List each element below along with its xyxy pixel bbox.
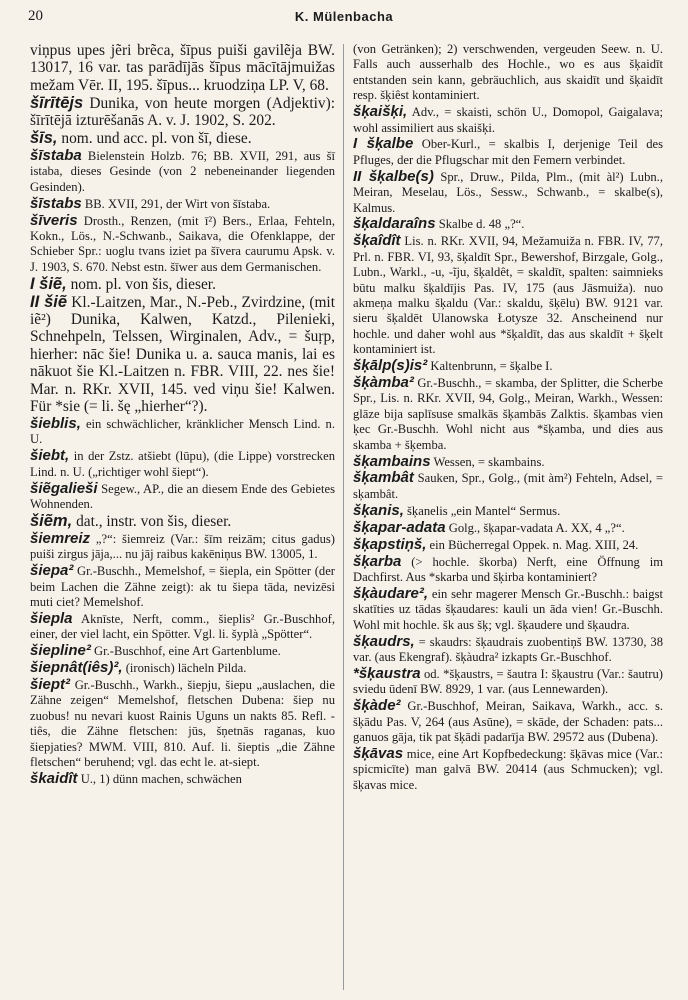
- entry-text: Kaltenbrunn, = šķalbe I.: [430, 359, 553, 374]
- dictionary-entry: [30, 448, 335, 480]
- entry-text: Gr.-Buschh., Memelshof, = šiepla, ein Spötter (der beim Lachen die Zähne zeigt): ak tu šiepa tāda, nevizēsi muti ciet? Memelshof.: [30, 564, 335, 609]
- entry-headword: šiepnât(iês)²,: [30, 659, 123, 677]
- entry-text: Sauken, Spr., Golg., (mit àm²) Fehteln, Adsel, = sķambât.: [353, 471, 663, 501]
- entry-headword: šiẽgalieši: [30, 479, 98, 497]
- entry-text: (> hochle. škorba) Nerft, eine Öffnung im Dachfirst. Aus *skarba und šķirba kontaminiert?: [353, 554, 663, 584]
- entry-headword: šiẽm,: [30, 511, 73, 530]
- entry-text: Skalbe d. 48 „?“.: [438, 217, 525, 232]
- dictionary-entry: [353, 454, 663, 470]
- dictionary-entry: [353, 666, 663, 698]
- entry-headword: šīveris: [30, 211, 78, 229]
- dictionary-entry: [353, 375, 663, 453]
- entry-text: Gr.-Buschhof, eine Art Gartenblume.: [94, 644, 281, 659]
- entry-headword: šķàde²: [353, 697, 401, 715]
- entry-headword: II šķalbe(s): [353, 167, 434, 185]
- dictionary-entry: [30, 611, 335, 643]
- entry-text: dat., instr. von šis, dieser.: [76, 512, 232, 530]
- entry-text: Aknīste, Nerft, comm., šieplis² Gr.-Buschhof, einer, der viel lacht, ein Spötter. Vgl. li. šyplà „Spötter“.: [30, 611, 335, 642]
- dictionary-entry: [353, 216, 663, 232]
- entry-headword: šķaišķi,: [353, 103, 408, 121]
- dictionary-entry: [30, 95, 335, 130]
- entry-headword: šīrītējs: [30, 93, 84, 112]
- dictionary-entry: [353, 233, 663, 357]
- entry-text: „?“: šiemreiz (Var.: šīm reizām; citus gadus) puiši zirgus jāja,... nu jāj raibus kakēniņus BW. 13005, 1.: [30, 531, 335, 562]
- entry-headword: šiept²: [30, 675, 71, 693]
- dictionary-entry: [30, 660, 335, 676]
- dictionary-entry: [353, 169, 663, 216]
- dictionary-entry: [30, 148, 335, 195]
- entry-headword: šiepla: [30, 609, 73, 627]
- entry-headword: šķālp(s)is²: [353, 357, 428, 375]
- dictionary-entry: [353, 358, 663, 374]
- entry-text: Lis. n. RKr. XVII, 94, Mežamuiža n. FBR. IV, 77, Prl. n. FBR. VI, 93, šķaldīt Spr., Bewershof, Birzgale, Golg., Lubn., Warkl., -u, -ĩju, šķaldêt, = skaldīt, spalten: saimnieks būtu malku šķaldījis Pas. IV, 175 (aus Jāsmuiža). nuo akmeņa malku šķaldu (Var.: skaldu, šķēlu) BW. 9121 var. sieru šķaldēt Ulanowska Łotysze 32. Anscheinend nur hochle. und daher wohl aus *šķaldīt, das aus skaldīt + šķelt kontaminiert ist.: [353, 234, 663, 357]
- entry-headword: šķapar-adata: [353, 518, 446, 536]
- entry-text: BB. XVII, 291, der Wirt von šīstaba.: [84, 196, 271, 211]
- entry-headword: šķaîdît: [353, 232, 401, 250]
- entry-headword: II šiẽ: [30, 292, 68, 311]
- entry-text: ein Bücherregal Oppek. n. Mag. XIII, 24.: [429, 537, 639, 552]
- dictionary-entry: [30, 771, 335, 787]
- entry-headword: šķambât: [353, 469, 414, 487]
- entry-text: (ironisch) lächeln Pilda.: [125, 661, 247, 676]
- entry-headword: šīs,: [30, 129, 58, 148]
- dictionary-entry: [30, 416, 335, 448]
- dictionary-entry: [353, 520, 663, 536]
- entry-text: U., 1) dünn machen, schwächen: [80, 771, 242, 786]
- left-column: [30, 42, 335, 994]
- dictionary-entry: [30, 513, 335, 530]
- dictionary-entry: [353, 104, 663, 136]
- dictionary-entry: [30, 276, 335, 293]
- entry-headword: šķarba: [353, 552, 402, 570]
- entry-text: Gr.-Buschh., = skamba, der Splitter, die Scherbe Spr., Lis. n. RKr. XVII, 94, Golg., Meiran, Warkh., Wessen: glāze bija saplīsuse smalkās šķambās Zalktis. šķambas vien ķec Gr.-Buschh. Wohl nicht aus *šķamba, und dies aus skamba + šķemba.: [353, 376, 663, 452]
- dictionary-entry: [30, 481, 335, 513]
- entry-text: viņpus upes jẽri brẽca, šīpus puiši gavilẽja BW. 13017, 16 var. tas parādījās šīpus mācītājmuižas mežam Vēr. II, 195. šīpus... kruodziņa LP. V, 68.: [30, 42, 335, 94]
- entry-text: Adv., = skaisti, schön U., Domopol, Gaigalava; wohl assimiliert aus skaišķi.: [353, 105, 663, 135]
- entry-text: Kl.-Laitzen, Mar., N.-Peb., Zvirdzine, (mit iẽ²) Dunika, Kalwen, Katzd., Pilenieki, Schnehpeln, Telssen, Wirginalen, Adv., = šuŗp, hierher: nāc šie! Dunika u. a. sauca manis, lai es nākuot šie Kl.-Laitzen n. FBR. VIII, 22. nes šie! Mar. n. RKr. XVII, 145. ved viņu šie! Kalwen. Für *sie (= li. šę „hierher“?).: [30, 293, 335, 416]
- entry-text: mice, eine Art Kopfbedeckung: šķāvas mice (Var.: spicmicīte) man galvā BW. 20414 (aus Schmucken); vgl. šķavas mice.: [353, 746, 663, 792]
- entry-text: = skaudrs: šķaudrais zuobentiņš BW. 13730, 38 var. (aus Ekengraf). šķàudra² izkapts Gr.-Buschhof.: [353, 634, 663, 664]
- dictionary-entry: [353, 42, 663, 104]
- entry-text: nom. pl. von šis, dieser.: [70, 275, 216, 293]
- entry-text: nom. und acc. pl. von šī, diese.: [61, 130, 252, 148]
- entry-text: od. *šķaustrs, = šautra I: šķaustru (Var.: šautru) sviedu ūdenī BW. 8929, 1 var. (aus Lennewarden).: [353, 666, 663, 697]
- dictionary-entry: [30, 294, 335, 416]
- entry-text: Gr.-Buschh., Warkh., šiepju, šiepu „auslachen, die Zähne zeigen“ Memelshof, fletschen Dubena: šiep nu zuobus! nu nevari kuost Rainis Uguns un nakts 85. Refl. -tiês, die Zähne fletschen: jūs, šņetnās raganas, kuo šiepjaties? MWM. VIII, 810. Auf. li. šieptis „die Zähne fletschen“ beruhend; vgl. das echt le. at-siept.: [30, 677, 336, 769]
- entry-headword: šiebt,: [30, 447, 70, 465]
- entry-text: ein schwächlicher, kränklicher Mensch Lind. n. U.: [30, 416, 335, 447]
- dictionary-entry: [353, 554, 663, 586]
- dictionary-entry: [353, 634, 663, 666]
- entry-headword: I šiẽ,: [30, 274, 67, 293]
- entry-headword: šķapstiņš,: [353, 535, 427, 553]
- entry-headword: *šķaustra: [353, 664, 421, 682]
- right-column: [353, 42, 663, 994]
- entry-text: Spr., Druw., Pilda, Plm., (mit àl²) Lubn., Meiran, Meselau, Lös., Sessw., Schwanb., = skalbe(s), Kalmus.: [353, 169, 663, 215]
- dictionary-entry: [353, 470, 663, 502]
- dictionary-entry: [353, 746, 663, 793]
- entry-text: Wessen, = skambains.: [433, 454, 545, 469]
- entry-text: ein sehr magerer Mensch Gr.-Buschh.: baigst skatīties uz tādas šķaudares: kauli un āda vien! Gr.-Buschh. Wohl mit hochle. šk aus šķ; vgl. šķaudere und šķaudra.: [353, 586, 663, 632]
- dictionary-entry: [30, 130, 335, 147]
- dictionary-entry: [30, 563, 335, 610]
- entry-headword: šķambains: [353, 452, 431, 470]
- dictionary-entry: [353, 537, 663, 553]
- dictionary-entry: [30, 42, 335, 94]
- column-divider: [343, 44, 344, 990]
- dictionary-entry: [353, 136, 663, 168]
- dictionary-entry: [30, 677, 335, 770]
- entry-text: Ober-Kurl., = skalbis I, derjenige Teil des Pfluges, der die Pflugschar mit den Femern verbindet.: [353, 137, 663, 167]
- entry-text: in der Zstz. atšiebt (lūpu), (die Lippe) vorstrecken Lind. n. U. („richtiger wohl šiept“).: [30, 449, 335, 479]
- dictionary-entry: [30, 643, 335, 659]
- entry-headword: šķaudrs,: [353, 632, 415, 650]
- dictionary-entry: [353, 698, 663, 745]
- entry-text: Golg., šķapar-vadata A. XX, 4 „?“.: [448, 520, 625, 535]
- entry-headword: šķàmba²: [353, 374, 414, 392]
- dictionary-entry: [30, 196, 335, 212]
- entry-headword: šķāvas: [353, 744, 404, 762]
- entry-text: Gr.-Buschhof, Meiran, Saikava, Warkh., acc. s. šķādu Pas. V, 264 (aus Asūne), = skāde, der Schaden: pats... ganuos gāja, tik pat šķādi padarīja BW. 29572 aus (Dubena).: [353, 699, 663, 744]
- entry-headword: šīstaba: [30, 146, 82, 164]
- entry-headword: I šķalbe: [353, 135, 414, 153]
- entry-text: (von Getränken); 2) verschwenden, vergeuden Seew. n. U. Falls auch ausserhalb des Hochle., wo es aus šķaidīt entstanden sein kann, gebräuchlich, aus skaidīt und šķaidīt resp. šķiêst kontaminiert.: [353, 42, 663, 103]
- entry-text: Drosth., Renzen, (mit ī²) Bers., Erlaa, Fehteln, Kokn., Lös., N.-Schwanb., Saikava, die Ofenklappe, der Schieber Spr.: uoglu tvans iziet pa šīvera caurumu Apsk. v. J. 1903, S. 670. Nebst estn. šīwer aus dem Germanischen.: [30, 213, 335, 274]
- entry-headword: škaidît: [30, 769, 78, 787]
- entry-text: šķanelis „ein Mantel“ Sermus.: [407, 503, 561, 518]
- entry-headword: šiepline²: [30, 642, 91, 660]
- page-number: 20: [28, 8, 43, 24]
- entry-text: Dunika, von heute morgen (Adjektiv): šīrītējā izturēšanās A. v. J. 1902, S. 202.: [30, 94, 335, 130]
- entry-headword: šieblis,: [30, 414, 81, 432]
- dictionary-entry: [30, 213, 335, 276]
- entry-headword: šiepa²: [30, 562, 74, 580]
- entry-headword: šīstabs: [30, 194, 82, 212]
- running-head: K. Mülenbacha: [294, 9, 394, 24]
- dictionary-entry: [353, 503, 663, 519]
- entry-text: Bielenstein Holzb. 76; BB. XVII, 291, aus šī istaba, dieses Gesinde (von 2 nebeneinander liegenden Gesinden).: [30, 148, 335, 194]
- dictionary-entry: [353, 586, 663, 633]
- dictionary-entry: [30, 531, 335, 563]
- entry-headword: šķaldaraîns: [353, 215, 436, 233]
- entry-headword: šķanis,: [353, 501, 404, 519]
- entry-text: Segew., AP., die an diesem Ende des Gebietes Wohnenden.: [30, 481, 335, 511]
- entry-headword: šiemreiz: [30, 529, 91, 547]
- entry-headword: šķàudare²,: [353, 584, 429, 602]
